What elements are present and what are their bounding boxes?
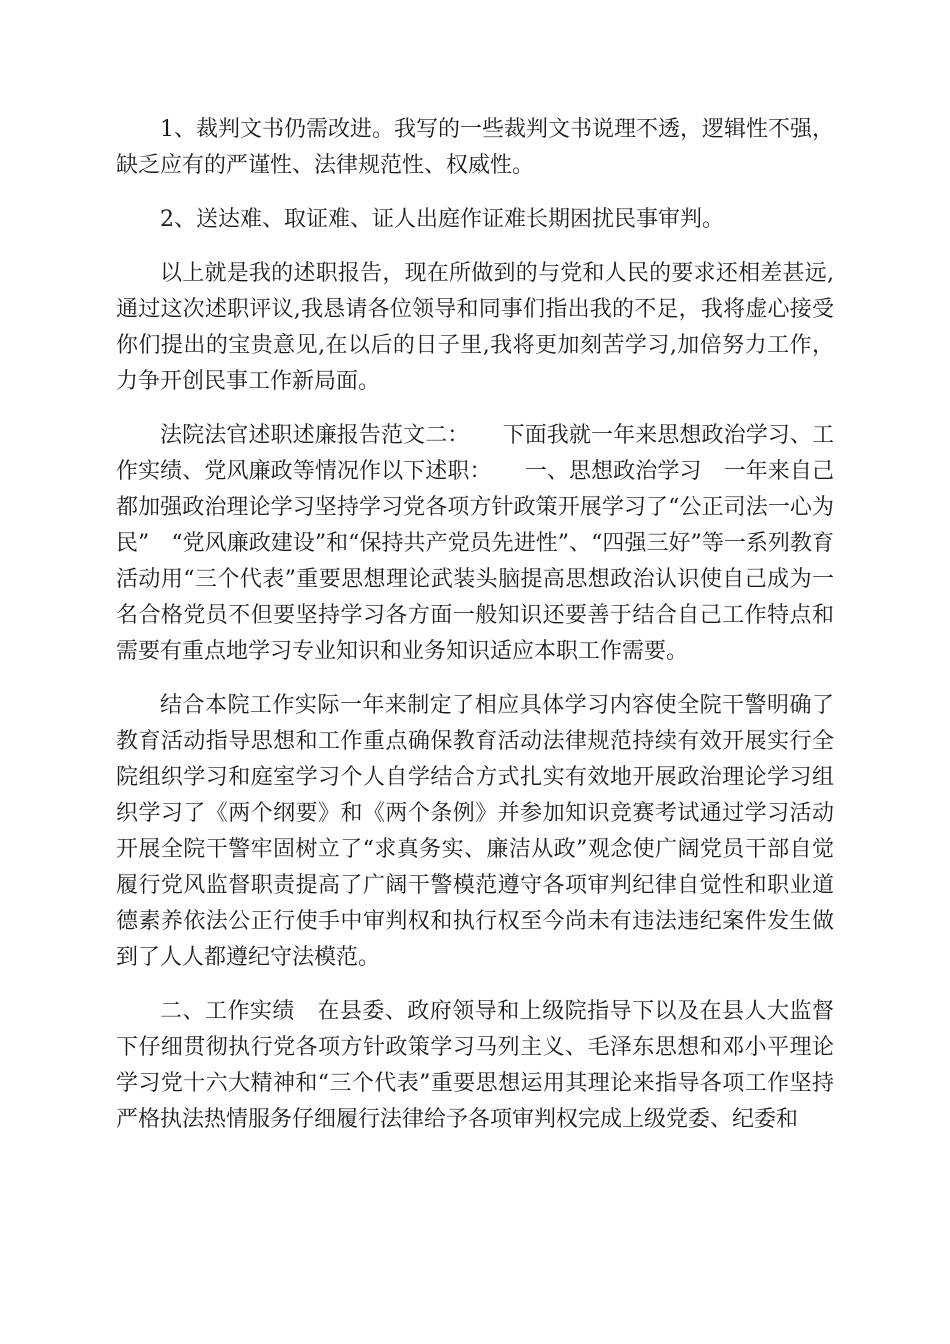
paragraph-report-conclusion: 以上就是我的述职报告，现在所做到的与党和人民的要求还相差甚远,通过这次述职评议,我恳请各位领导和同事们指出我的不足，我将虚心接受你们提出的宝贵意见,在以后的日子里,我将更加刻苦学习,加倍努力工作，力争开创民事工作新局面。 [116,261,834,394]
paragraph-study-practice: 结合本院工作实际一年来制定了相应具体学习内容使全院干警明确了教育活动指导思想和工作重点确保教育活动法律规范持续有效开展实行全院组织学习和庭室学习个人自学结合方式扎实有效地开展政治理论学习组织学习了《两个纲要》和《两个条例》并参加知识竞赛考试通过学习活动开展全院干警牢固树立了“求真务实、廉洁从政”观念使广阔党员干部自觉履行党风监督职责提高了广阔干警模范遵守各项审判纪律自觉性和职业道德素养依法公正行使手中审判权和执行权至今尚未有违法违纪案件发生做到了人人都遵纪守法模范。 [116,693,834,970]
paragraph-service-evidence: 2、送达难、取证难、证人出庭作证难长期困扰民事审判。 [160,207,724,232]
paragraph-sample-two-intro: 法院法官述职述廉报告范文二： 下面我就一年来思想政治学习、工作实绩、党风廉政等情况作以下述职： 一、思想政治学习 一年来自己都加强政治理论学习坚持学习党各项方针政策开展学习了“公正司法一心为民” “党风廉政建设”和“保持共产党员先进性”、“四强三好”等一系列教育活动用“三个代表”重要思想理论武装头脑提高思想政治认识使自己成为一名合格党员不但要坚持学习各方面一般知识还要善于结合自己工作特点和需要有重点地学习专业知识和业务知识适应本职工作需要。 [116,423,834,664]
document-body [116,112,834,1156]
paragraph-work-achievements: 二、工作实绩 在县委、政府领导和上级院指导下以及在县人大监督下仔细贯彻执行党各项方针政策学习马列主义、毛泽东思想和邓小平理论学习党十六大精神和“三个代表”重要思想运用其理论来指导各项工作坚持严格执法热情服务仔细履行法律给予各项审判权完成上级党委、纪委和 [116,999,834,1132]
paragraph-judgment-documents: 1、裁判文书仍需改进。我写的一些裁判文书说理不透，逻辑性不强，缺乏应有的严谨性、法律规范性、权威性。 [116,117,834,178]
